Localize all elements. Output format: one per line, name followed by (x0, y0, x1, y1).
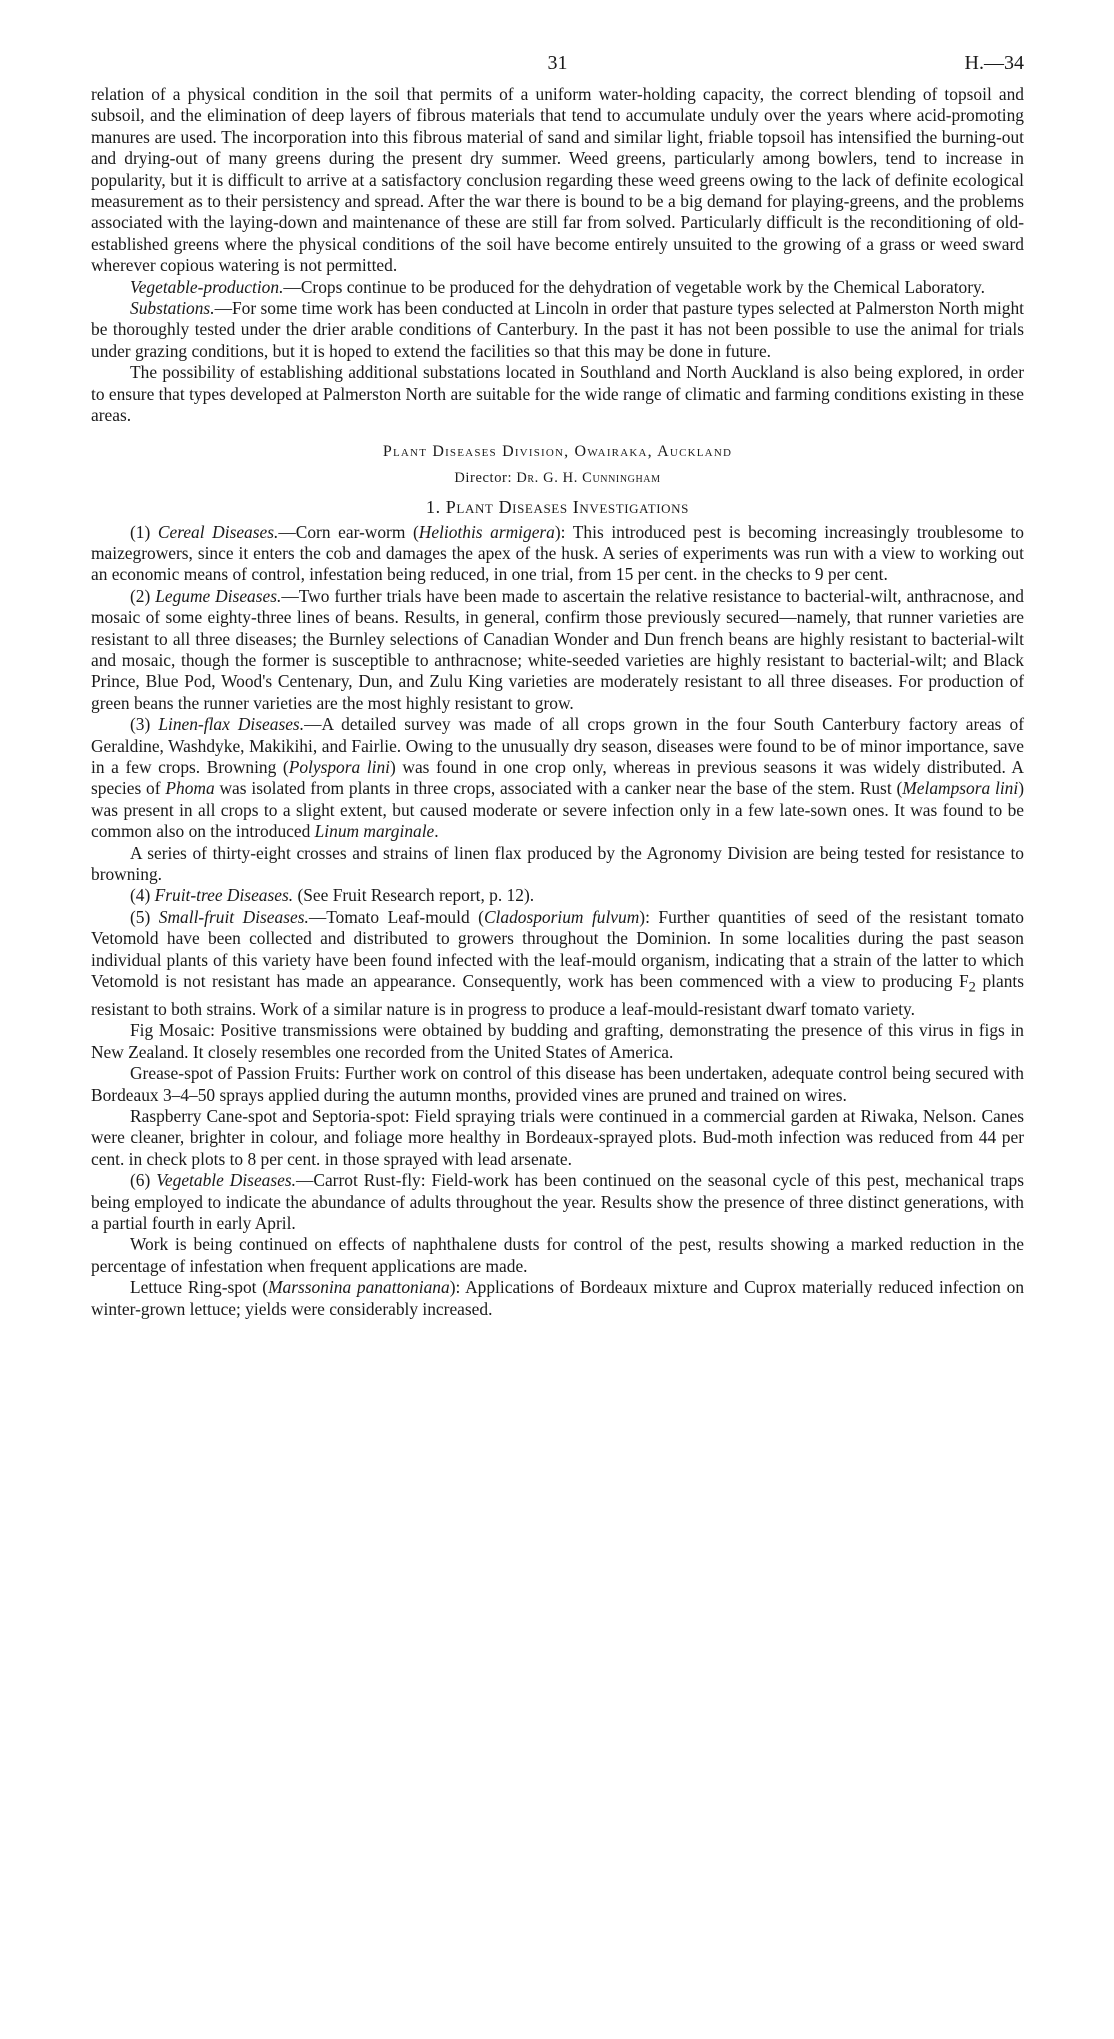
paragraph-vegetable-production (91, 277, 1024, 298)
text-run: ) was present in all crops to a slight extent, but caused moderate or severe infection only in a few late-sown ones. It was found to be common also on the introduced (91, 778, 1025, 842)
text-run: —Tomato Leaf-mould ( (308, 906, 484, 927)
species-name: Polyspora lini (288, 756, 390, 777)
paragraph-fig-mosaic (91, 1020, 1024, 1063)
text-run: was isolated from plants in three crops, associated with a canker near the base of the stem. Rust ( (214, 778, 903, 799)
paragraph-text: Work is being continued on effects of naphthalene dusts for control of the pest, results showing a marked reduction in the percentage of infestation when frequent applications are made. (91, 1234, 1024, 1276)
paragraph-title: Legume Diseases. (155, 585, 282, 606)
item-number: (1) (130, 521, 151, 542)
paragraph-additional-substations (91, 362, 1024, 426)
item-number: (5) (130, 906, 151, 927)
text-run: Lettuce Ring-spot ( (130, 1277, 269, 1298)
paragraph-text: —Two further trials have been made to ascertain the relative resistance to bacterial-wilt, anthracnose, and mosaic of some eighty-three lines of beans. Results, in general, confirm those previously secured—namely, that runner varieties are resistant to all three diseases; the Burnley selections of Canadian Wonder and Dun french beans are highly resistant to bacterial-wilt and mosaic, though the former is susceptible to anthracnose; white-seeded varieties are highly resistant to bacterial-wilt; and Black Prince, Blue Pod, Wood's Centenary, Dun, and Zulu King varieties are moderately resistant to all three diseases. For production of green beans the runner varieties are the most highly resistant to grow. (91, 585, 1024, 713)
running-header (91, 46, 1024, 78)
paragraph-text: (See Fruit Research report, p. 12). (293, 885, 535, 906)
paragraph-text: The possibility of establishing additional substations located in Southland and North Auckland is also being explored, in order to ensure that types developed at Palmerston North are suitable for the wide range of climatic and farming conditions existing in these areas. (91, 362, 1024, 426)
paragraph-title: Cereal Diseases. (157, 521, 279, 542)
paragraph-text: A series of thirty-eight crosses and strains of linen flax produced by the Agronomy Division are being tested for resistance to browning. (91, 842, 1024, 884)
text-run: ): Further quantities of seed of the resistant tomato Vetomold have been collected and distributed to growers throughout the Dominion. In some localities during the past season individual plants of this variety have been found infected with the leaf-mould organism, indicating that a strain of the latter to which Vetomold is not resistant has made an appearance. Consequently, work has been commenced with a view to producing F (91, 906, 1025, 992)
division-director (91, 468, 1024, 488)
paragraph-title: Substations. (130, 298, 215, 319)
text-run: ): This introduced pest is becoming increasingly troublesome to maizegrowers, since it enters the cob and damages the apex of the husk. A series of experiments was run with a view to working out an economic means of control, infestation being reduced, in one trial, from 15 per cent. in the checks to 9 per cent. (91, 521, 1024, 585)
paragraph-title: Linen-flax Diseases. (158, 714, 305, 735)
paragraph-vegetable-diseases (91, 1170, 1024, 1234)
paragraph-substations (91, 298, 1024, 362)
director-name: Dr. G. H. Cunningham (516, 469, 661, 486)
species-name: Phoma (165, 778, 215, 799)
paragraph-title: Fruit-tree Diseases. (154, 885, 294, 906)
paragraph-linen-flax-diseases (91, 714, 1024, 842)
paragraph-fruit-tree-diseases (91, 885, 1024, 906)
paragraph-small-fruit-diseases (91, 907, 1024, 1021)
paragraph-title: Vegetable Diseases. (156, 1170, 296, 1191)
paragraph-title: Small-fruit Diseases. (158, 906, 309, 927)
paragraph-text: —For some time work has been conducted at Lincoln in order that pasture types selected at Palmerston North might be thoroughly tested under the drier arable conditions of Canterbury. In the past it has not been possible to use the animal for trials under grazing conditions, but it is hoped to extend the facilities so that this may be done in future. (91, 298, 1024, 361)
paragraph-legume-diseases (91, 586, 1024, 714)
text-run: ): Applications of Bordeaux mixture and Cuprox materially reduced infection on winter-grown lettuce; yields were considerably increased. (91, 1277, 1025, 1319)
report-code: H.—34 (964, 52, 1024, 74)
species-name: Linum marginale (314, 821, 435, 842)
division-heading: Plant Diseases Division, Owairaka, Auckland (382, 442, 733, 460)
paragraph-text: Fig Mosaic: Positive transmissions were obtained by budding and grafting, demonstrating the presence of this virus in figs in New Zealand. It closely resembles one recorded from the United States of America. (91, 1020, 1024, 1062)
text-run: —Corn ear-worm ( (278, 521, 419, 542)
item-number: (2) (130, 585, 151, 606)
text-run: —A detailed survey was made of all crops grown in the four South Canterbury factory areas of Geraldine, Washdyke, Makikihi, and Fairlie. Owing to the unusually dry season, diseases were found to be of minor importance, save in a few crops. Browning ( (91, 714, 1024, 777)
item-number: (6) (130, 1170, 151, 1191)
section-heading: 1. Plant Diseases Investigations (426, 496, 689, 517)
species-name: Melampsora lini (902, 778, 1019, 799)
paragraph-lettuce-ring-spot (91, 1277, 1024, 1320)
subscript: 2 (968, 979, 976, 996)
paragraph-cereal-diseases (91, 522, 1024, 586)
document-body (91, 84, 1024, 1320)
paragraph-text: Raspberry Cane-spot and Septoria-spot: Field spraying trials were continued in a commercial garden at Riwaka, Nelson. Canes were cleaner, brighter in colour, and foliage more healthy in Bordeaux-sprayed plots. Bud-moth infection was reduced from 44 per cent. in check plots to 8 per cent. in those sprayed with lead arsenate. (91, 1105, 1024, 1169)
paragraph-greens-continued (91, 84, 1024, 277)
paragraph-text: relation of a physical condition in the soil that permits of a uniform water-holding capacity, the correct blending of topsoil and subsoil, and the elimination of deep layers of fibrous materials that tend to accumulate unduly over the years where acid-promoting manures are used. The incorporation into this fibrous material of sand and similar light, friable topsoil has intensified the burning-out and drying-out of many greens during the present dry summer. Weed greens, particularly among bowlers, tend to increase in popularity, but it is difficult to arrive at a satisfactory conclusion regarding these weed greens owing to the lack of definite ecological measurement as to their persistency and spread. After the war there is bound to be a big demand for playing-greens, and the problems associated with the laying-down and maintenance of these are still far from solved. Particularly difficult is the reconditioning of old-established greens where the physical conditions of the soil have become entirely unsuited to the growing of a grass or weed sward wherever copious watering is not permitted. (91, 84, 1024, 276)
page-number: 31 (547, 52, 568, 74)
paragraph-grease-spot (91, 1063, 1024, 1106)
paragraph-text: Grease-spot of Passion Fruits: Further work on control of this disease has been undertaken, adequate control being secured with Bordeaux 3–4–50 sprays applied during the autumn months, provided vines are pruned and trained on wires. (91, 1063, 1024, 1105)
item-number: (3) (130, 714, 151, 735)
species-name: Marssonina panattoniana (268, 1277, 450, 1298)
text-run: ) was found in one crop only, whereas in previous seasons it was widely distributed. A species of (91, 756, 1024, 799)
paragraph-text: —Carrot Rust-fly: Field-work has been continued on the seasonal cycle of this pest, mechanical traps being employed to indicate the abundance of adults throughout the year. Results show the presence of three distinct generations, with a partial fourth in early April. (91, 1170, 1024, 1233)
paragraph-title: Vegetable-production. (130, 276, 284, 297)
species-name: Heliothis armigera (418, 521, 555, 542)
paragraph-flax-crosses (91, 843, 1024, 886)
paragraph-text: —Crops continue to be produced for the dehydration of vegetable work by the Chemical Laboratory. (283, 276, 985, 297)
director-label: Director: (454, 469, 513, 486)
paragraph-naphthalene-dusts (91, 1234, 1024, 1277)
text-run: . (434, 821, 439, 842)
text-run: plants resistant to both strains. Work of a similar nature is in progress to produce a leaf-mould-resistant dwarf tomato variety. (91, 971, 1025, 1019)
paragraph-raspberry-cane-spot (91, 1106, 1024, 1170)
item-number: (4) (130, 885, 151, 906)
species-name: Cladosporium fulvum (483, 906, 640, 927)
